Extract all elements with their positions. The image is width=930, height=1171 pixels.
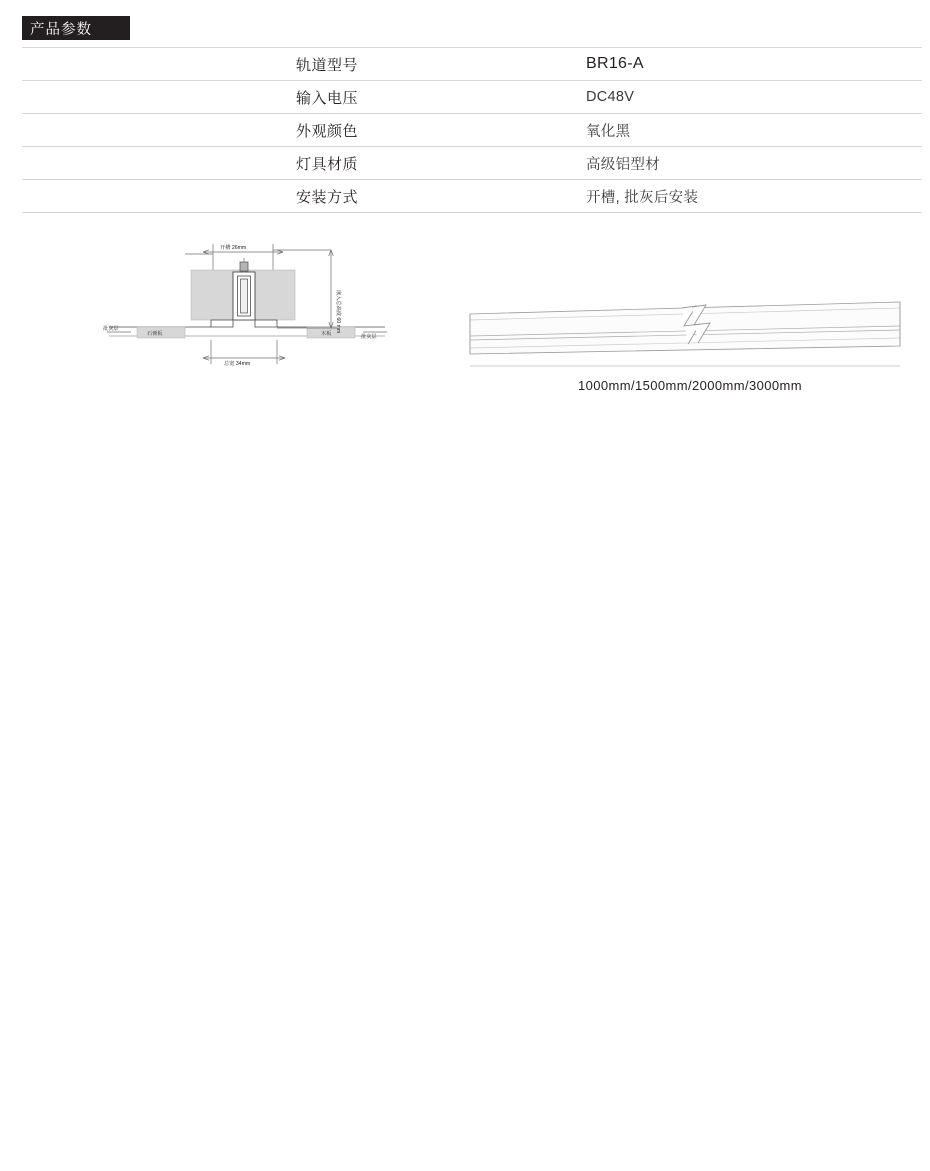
profile-length-caption: 1000mm/1500mm/2000mm/3000mm — [578, 378, 802, 393]
track-profile-figure — [460, 268, 920, 418]
section-header — [22, 16, 130, 40]
table-row — [22, 114, 922, 147]
spec-value — [582, 48, 922, 81]
table-row — [22, 147, 922, 180]
table-row — [22, 48, 922, 81]
label-right-plaster: 批灰层 — [361, 334, 377, 340]
figures-area — [0, 228, 930, 418]
spec-value-text: 开槽, 批灰后安装 — [586, 189, 699, 206]
spec-value — [582, 114, 922, 147]
spec-label-text: 轨道型号 — [296, 56, 359, 74]
table-row — [22, 180, 922, 213]
spec-value-text: 高级铝型材 — [586, 156, 660, 173]
spec-label — [292, 48, 582, 81]
spec-label — [292, 81, 582, 114]
spec-value — [582, 180, 922, 213]
cross-section-figure — [85, 228, 405, 413]
spec-label — [292, 147, 582, 180]
spec-table — [22, 47, 922, 213]
spec-value-text: BR16-A — [586, 55, 644, 72]
spec-value-text: DC48V — [586, 89, 635, 105]
spec-value — [582, 81, 922, 114]
row-spacer — [22, 180, 292, 213]
label-left-plaster: 批灰层 — [103, 326, 119, 332]
label-wood-board: 木板 — [321, 331, 332, 337]
cross-section-diagram — [85, 228, 405, 413]
spec-label-text: 安装方式 — [296, 188, 359, 206]
label-embed-height: 嵌入总高度 60 mm — [335, 290, 341, 334]
label-gypsum-board: 石膏板 — [147, 331, 163, 337]
spec-value — [582, 147, 922, 180]
spec-label — [292, 180, 582, 213]
spec-value-text: 氧化黑 — [586, 123, 631, 140]
label-slot-width: 开槽 26mm — [220, 245, 247, 251]
spec-label-text: 灯具材质 — [296, 155, 359, 173]
spec-label-text: 输入电压 — [296, 89, 359, 107]
table-row — [22, 81, 922, 114]
spec-label — [292, 114, 582, 147]
row-spacer — [22, 48, 292, 81]
row-spacer — [22, 114, 292, 147]
label-total-width: 总宽 34mm — [224, 361, 251, 367]
row-spacer — [22, 147, 292, 180]
spec-label-text: 外观颜色 — [296, 122, 359, 140]
row-spacer — [22, 81, 292, 114]
section-title: 产品参数 — [30, 21, 92, 38]
